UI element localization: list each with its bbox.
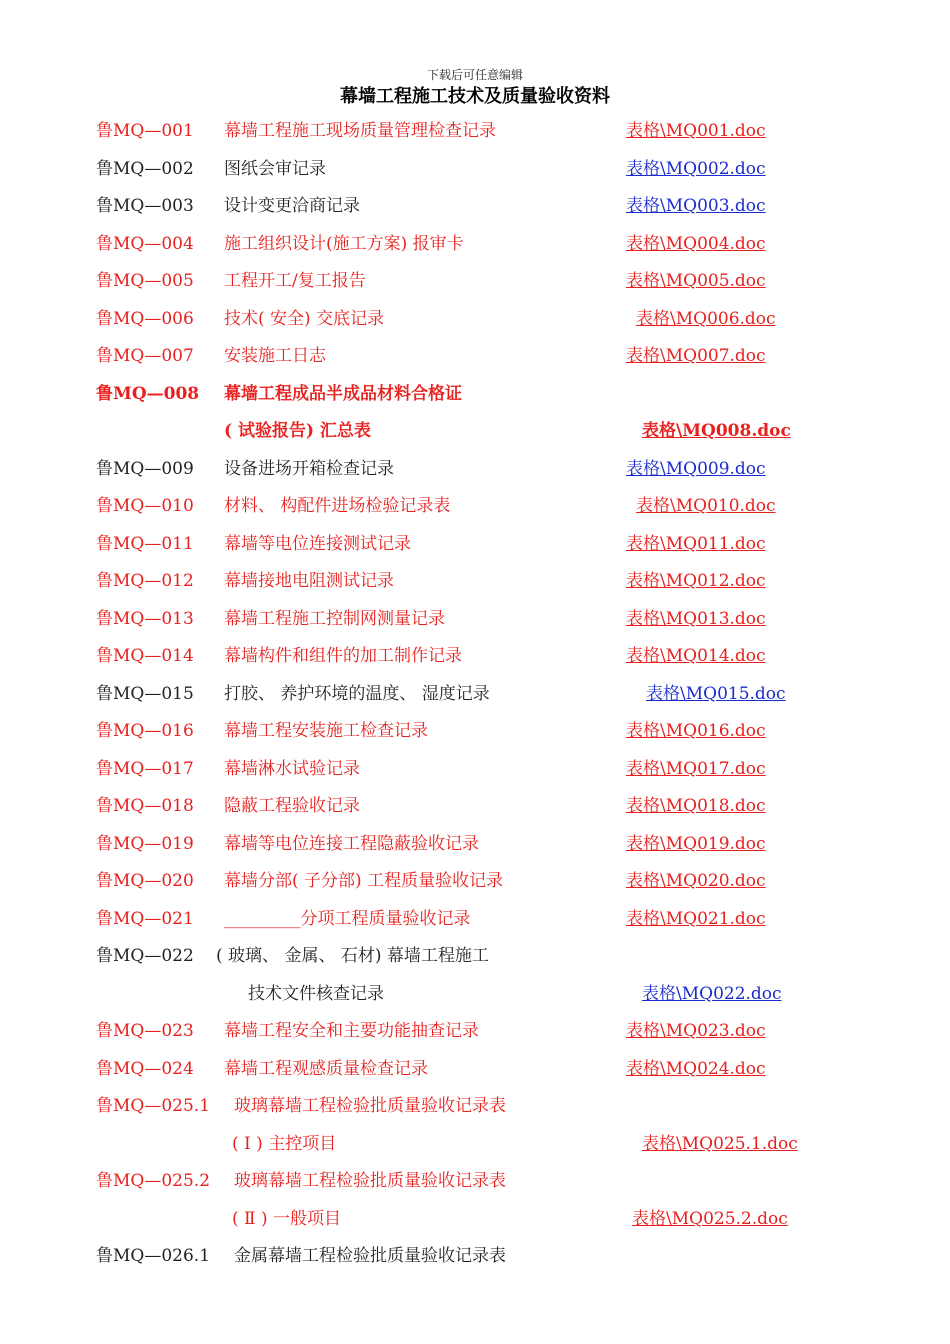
doc-link[interactable]: 表格\MQ022.doc bbox=[642, 983, 782, 1004]
record-code: 鲁MQ—005 bbox=[96, 271, 194, 291]
record-code: 鲁MQ—002 bbox=[96, 158, 194, 179]
doc-link[interactable]: 表格\MQ023.doc bbox=[626, 1021, 766, 1041]
list-item bbox=[0, 115, 950, 147]
record-code: 鲁MQ—019 bbox=[96, 833, 194, 854]
record-code: 鲁MQ—013 bbox=[96, 608, 194, 629]
list-item bbox=[0, 940, 950, 972]
list-item bbox=[0, 1090, 950, 1122]
doc-link[interactable]: 表格\MQ011.doc bbox=[626, 533, 766, 554]
record-name: 幕墙工程安全和主要功能抽查记录 bbox=[224, 1021, 479, 1041]
record-code: 鲁MQ—003 bbox=[96, 196, 194, 216]
record-name: _________分项工程质量验收记录 bbox=[224, 908, 471, 929]
doc-link[interactable]: 表格\MQ018.doc bbox=[626, 796, 766, 816]
doc-link[interactable]: 表格\MQ007.doc bbox=[626, 346, 766, 366]
header-note: 下载后可任意编辑 bbox=[426, 68, 523, 82]
record-name: 隐蔽工程验收记录 bbox=[224, 796, 360, 816]
record-name: 打胶、 养护环境的温度、 湿度记录 bbox=[224, 683, 490, 704]
list-item bbox=[0, 453, 950, 485]
record-code: 鲁MQ—011 bbox=[96, 533, 194, 554]
record-name: 设计变更洽商记录 bbox=[224, 196, 360, 216]
record-code: 鲁MQ—017 bbox=[96, 758, 194, 779]
list-item bbox=[0, 603, 950, 635]
record-code: 鲁MQ—025.2 bbox=[96, 1171, 211, 1191]
doc-link[interactable]: 表格\MQ013.doc bbox=[626, 608, 766, 629]
record-name: 幕墙工程观感质量检查记录 bbox=[224, 1058, 428, 1079]
record-code: 鲁MQ—023 bbox=[96, 1021, 194, 1041]
record-code: 鲁MQ—012 bbox=[96, 571, 194, 591]
list-item bbox=[0, 1240, 950, 1272]
record-name: 金属幕墙工程检验批质量验收记录表 bbox=[234, 1246, 506, 1266]
record-name: 玻璃幕墙工程检验批质量验收记录表 bbox=[234, 1096, 506, 1116]
list-item bbox=[0, 978, 950, 1010]
doc-link[interactable]: 表格\MQ025.1.doc bbox=[642, 1133, 798, 1154]
doc-link[interactable]: 表格\MQ017.doc bbox=[626, 758, 766, 779]
list-item bbox=[0, 903, 950, 935]
record-name: 幕墙等电位连接工程隐蔽验收记录 bbox=[224, 833, 479, 854]
list-item bbox=[0, 828, 950, 860]
list-item bbox=[0, 1203, 950, 1235]
record-code: 鲁MQ—014 bbox=[96, 646, 194, 666]
list-item bbox=[0, 303, 950, 335]
record-name: 幕墙工程成品半成品材料合格证 bbox=[224, 383, 462, 404]
list-item bbox=[0, 1165, 950, 1197]
doc-link[interactable]: 表格\MQ012.doc bbox=[626, 571, 766, 591]
record-name: 工程开工/复工报告 bbox=[224, 271, 366, 291]
list-item bbox=[0, 1053, 950, 1085]
doc-link[interactable]: 表格\MQ014.doc bbox=[626, 646, 766, 666]
record-name: 技术( 安全) 交底记录 bbox=[224, 308, 385, 329]
record-name: 幕墙接地电阻测试记录 bbox=[224, 571, 394, 591]
list-item bbox=[0, 490, 950, 522]
record-name: 材料、 构配件进场检验记录表 bbox=[224, 496, 451, 516]
record-name: ( Ⅱ ) 一般项目 bbox=[232, 1208, 342, 1229]
record-name: 幕墙工程施工控制网测量记录 bbox=[224, 608, 445, 629]
doc-link[interactable]: 表格\MQ020.doc bbox=[626, 871, 766, 891]
doc-link[interactable]: 表格\MQ016.doc bbox=[626, 721, 766, 741]
record-name: 施工组织设计(施工方案) 报审卡 bbox=[224, 233, 464, 254]
list-item bbox=[0, 228, 950, 260]
record-name: 幕墙构件和组件的加工制作记录 bbox=[224, 646, 462, 666]
doc-link[interactable]: 表格\MQ005.doc bbox=[626, 271, 766, 291]
list-item bbox=[0, 753, 950, 785]
record-code: 鲁MQ—006 bbox=[96, 308, 194, 329]
list-item bbox=[0, 1015, 950, 1047]
doc-link[interactable]: 表格\MQ010.doc bbox=[636, 496, 776, 516]
record-code: 鲁MQ—004 bbox=[96, 233, 194, 254]
doc-link[interactable]: 表格\MQ024.doc bbox=[626, 1058, 766, 1079]
record-name: 幕墙淋水试验记录 bbox=[224, 758, 360, 779]
record-name: ( 试验报告) 汇总表 bbox=[224, 421, 371, 441]
record-name: 设备进场开箱检查记录 bbox=[224, 458, 394, 479]
list-item bbox=[0, 153, 950, 185]
doc-link[interactable]: 表格\MQ001.doc bbox=[626, 121, 766, 141]
record-name: 玻璃幕墙工程检验批质量验收记录表 bbox=[234, 1171, 506, 1191]
list-item bbox=[0, 678, 950, 710]
list-item bbox=[0, 340, 950, 372]
record-code: 鲁MQ—015 bbox=[96, 683, 194, 704]
record-code: 鲁MQ—020 bbox=[96, 871, 194, 891]
record-code: 鲁MQ—016 bbox=[96, 721, 194, 741]
record-name: ( Ⅰ ) 主控项目 bbox=[232, 1133, 337, 1154]
record-code: 鲁MQ—022 bbox=[96, 946, 194, 966]
record-code: 鲁MQ—009 bbox=[96, 458, 194, 479]
record-name: 幕墙分部( 子分部) 工程质量验收记录 bbox=[224, 871, 504, 891]
record-code: 鲁MQ—010 bbox=[96, 496, 194, 516]
record-name: 幕墙工程安装施工检查记录 bbox=[224, 721, 428, 741]
list-item bbox=[0, 790, 950, 822]
list-item bbox=[0, 265, 950, 297]
doc-link[interactable]: 表格\MQ006.doc bbox=[636, 308, 776, 329]
list-item bbox=[0, 528, 950, 560]
list-item bbox=[0, 415, 950, 447]
record-code: 鲁MQ—024 bbox=[96, 1058, 194, 1079]
doc-link[interactable]: 表格\MQ015.doc bbox=[646, 683, 786, 704]
record-code: 鲁MQ—021 bbox=[96, 908, 194, 929]
list-item bbox=[0, 640, 950, 672]
record-code: 鲁MQ—001 bbox=[96, 121, 194, 141]
doc-link[interactable]: 表格\MQ003.doc bbox=[626, 196, 766, 216]
list-item bbox=[0, 565, 950, 597]
record-code: 鲁MQ—008 bbox=[96, 383, 200, 404]
record-code: 鲁MQ—018 bbox=[96, 796, 194, 816]
doc-link[interactable]: 表格\MQ009.doc bbox=[626, 458, 766, 479]
record-name: ( 玻璃、 金属、 石材) 幕墙工程施工 bbox=[216, 946, 489, 966]
doc-link[interactable]: 表格\MQ021.doc bbox=[626, 908, 766, 929]
list-item bbox=[0, 190, 950, 222]
doc-link[interactable]: 表格\MQ025.2.doc bbox=[632, 1208, 788, 1229]
record-name: 图纸会审记录 bbox=[224, 158, 326, 179]
record-code: 鲁MQ—026.1 bbox=[96, 1246, 211, 1266]
list-item bbox=[0, 865, 950, 897]
record-code: 鲁MQ—025.1 bbox=[96, 1096, 211, 1116]
doc-link[interactable]: 表格\MQ019.doc bbox=[626, 833, 766, 854]
list-item bbox=[0, 1128, 950, 1160]
record-name: 幕墙工程施工现场质量管理检查记录 bbox=[224, 121, 496, 141]
record-code: 鲁MQ—007 bbox=[96, 346, 194, 366]
list-item bbox=[0, 715, 950, 747]
list-item bbox=[0, 378, 950, 410]
record-name: 安装施工日志 bbox=[224, 346, 326, 366]
doc-link[interactable]: 表格\MQ002.doc bbox=[626, 158, 766, 179]
record-name: 技术文件核查记录 bbox=[248, 983, 384, 1004]
doc-link[interactable]: 表格\MQ004.doc bbox=[626, 233, 766, 254]
doc-link[interactable]: 表格\MQ008.doc bbox=[642, 421, 791, 441]
page-title: 幕墙工程施工技术及质量验收资料 bbox=[340, 86, 610, 107]
record-name: 幕墙等电位连接测试记录 bbox=[224, 533, 411, 554]
